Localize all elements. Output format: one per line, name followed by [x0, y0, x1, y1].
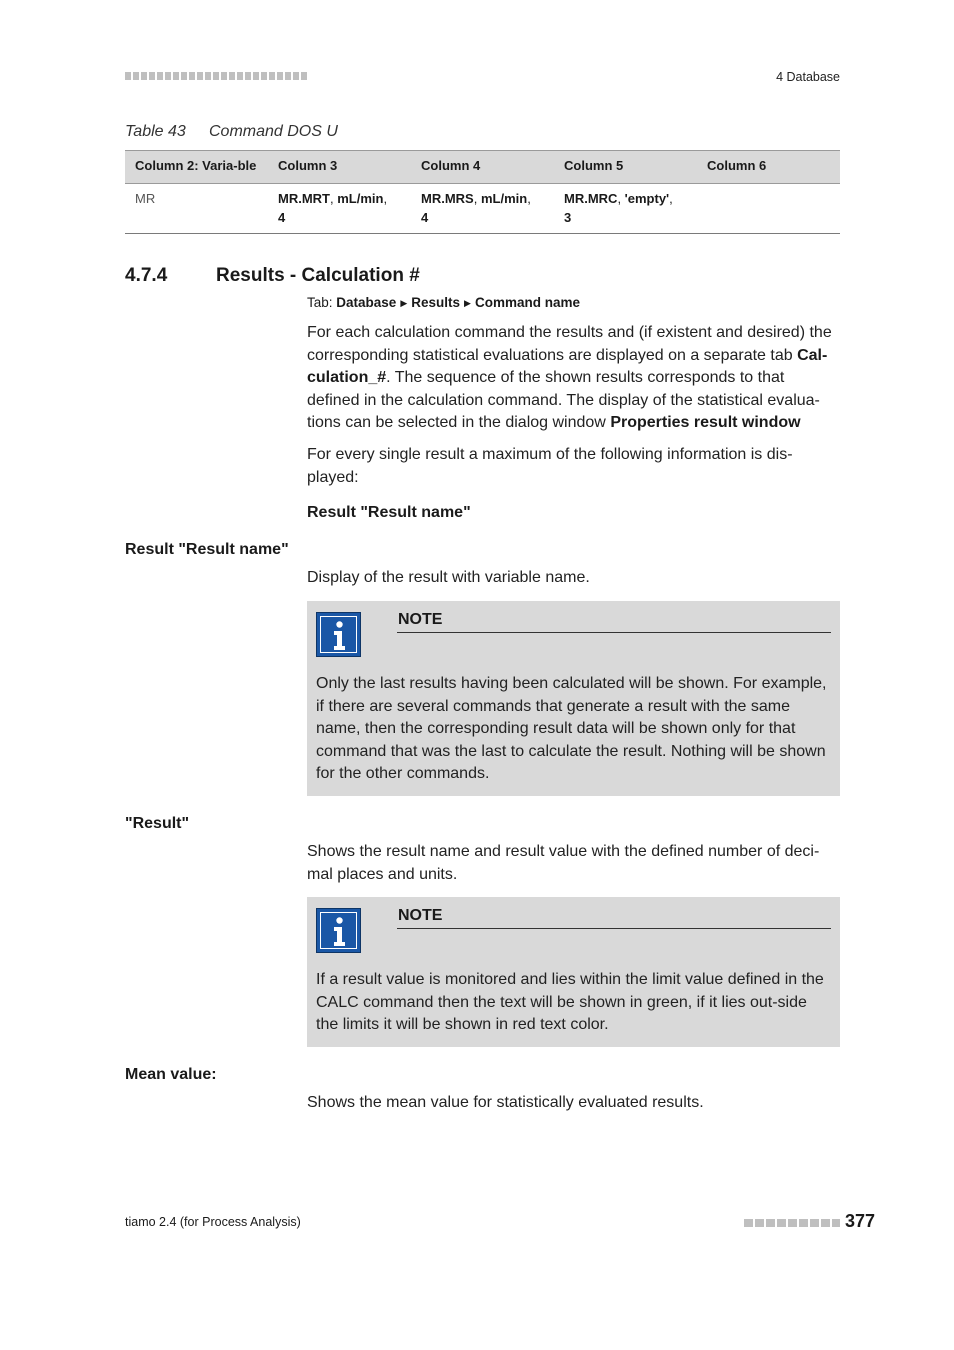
term-description: Shows the mean value for statistically evaluated results.	[307, 1094, 704, 1111]
table-cell: MR.MRS, mL/min, 4	[411, 184, 554, 234]
section-title: Results - Calculation #	[216, 265, 420, 286]
table-header-row	[125, 151, 840, 184]
table-row	[125, 184, 840, 234]
table-caption-title: Command DOS U	[209, 123, 338, 140]
triangle-right-icon: ▶	[464, 298, 471, 308]
subheading: Result "Result name"	[307, 504, 471, 521]
table-header-cell: Column 4	[411, 151, 554, 184]
table-header-cell: Column 6	[697, 151, 840, 184]
footer-product: tiamo 2.4 (for Process Analysis)	[125, 1215, 301, 1229]
term-mean-value: Mean value:	[125, 1066, 217, 1083]
info-icon	[316, 908, 361, 953]
intro-paragraph-2: For every single result a maximum of the following information is dis-played:	[307, 446, 793, 486]
table-cell: MR.MRC, 'empty', 3	[554, 184, 697, 234]
triangle-right-icon: ▶	[400, 298, 408, 308]
section-number: 4.7.4	[125, 265, 168, 286]
page-number: 377	[845, 1211, 876, 1231]
note-box	[307, 601, 840, 796]
header-decoration	[125, 72, 307, 80]
table-caption-number: Table 43	[125, 123, 186, 140]
table-cell	[697, 184, 840, 234]
chapter-header: 4 Database	[776, 70, 840, 84]
note-text: Only the last results having been calculated will be shown. For example, if there are several commands that generate a result with the same name, then the corresponding result data will be shown only for that command that was the last to calculate the result. Nothing will be shown for the other commands.	[316, 675, 827, 782]
table-cell: MR	[125, 184, 268, 234]
note-divider	[397, 632, 831, 633]
command-table	[125, 150, 840, 234]
footer-decoration	[744, 1219, 840, 1227]
term-description: Shows the result name and result value with the defined number of deci-mal places and units.	[307, 843, 820, 883]
tab-path: Tab: Database ▶ Results ▶ Command name	[307, 295, 580, 310]
note-label: NOTE	[398, 907, 443, 924]
info-icon	[316, 612, 361, 657]
note-divider	[397, 928, 831, 929]
note-label: NOTE	[398, 611, 443, 628]
term-result-name: Result "Result name"	[125, 541, 289, 558]
table-caption	[125, 123, 338, 141]
table-header-cell: Column 2: Varia-ble	[125, 151, 268, 184]
term-result: "Result"	[125, 815, 190, 832]
note-text: If a result value is monitored and lies within the limit value defined in the CALC command then the text will be shown in green, if it lies out-side the limits it will be shown in red text color.	[316, 971, 824, 1033]
term-description: Display of the result with variable name.	[307, 569, 590, 586]
note-box	[307, 897, 840, 1047]
table-header-cell: Column 3	[268, 151, 411, 184]
table-header-cell: Column 5	[554, 151, 697, 184]
table-cell: MR.MRT, mL/min, 4	[268, 184, 411, 234]
intro-paragraph: For each calculation command the results and (if existent and desired) the corresponding statistical evaluations are displayed on a separate tab Cal-culation_#. The sequence of the shown results corresponds to that defined in the calculation command. The display of the statistical evalua-tions can be selected in the dialog window Properties result window	[307, 324, 832, 431]
